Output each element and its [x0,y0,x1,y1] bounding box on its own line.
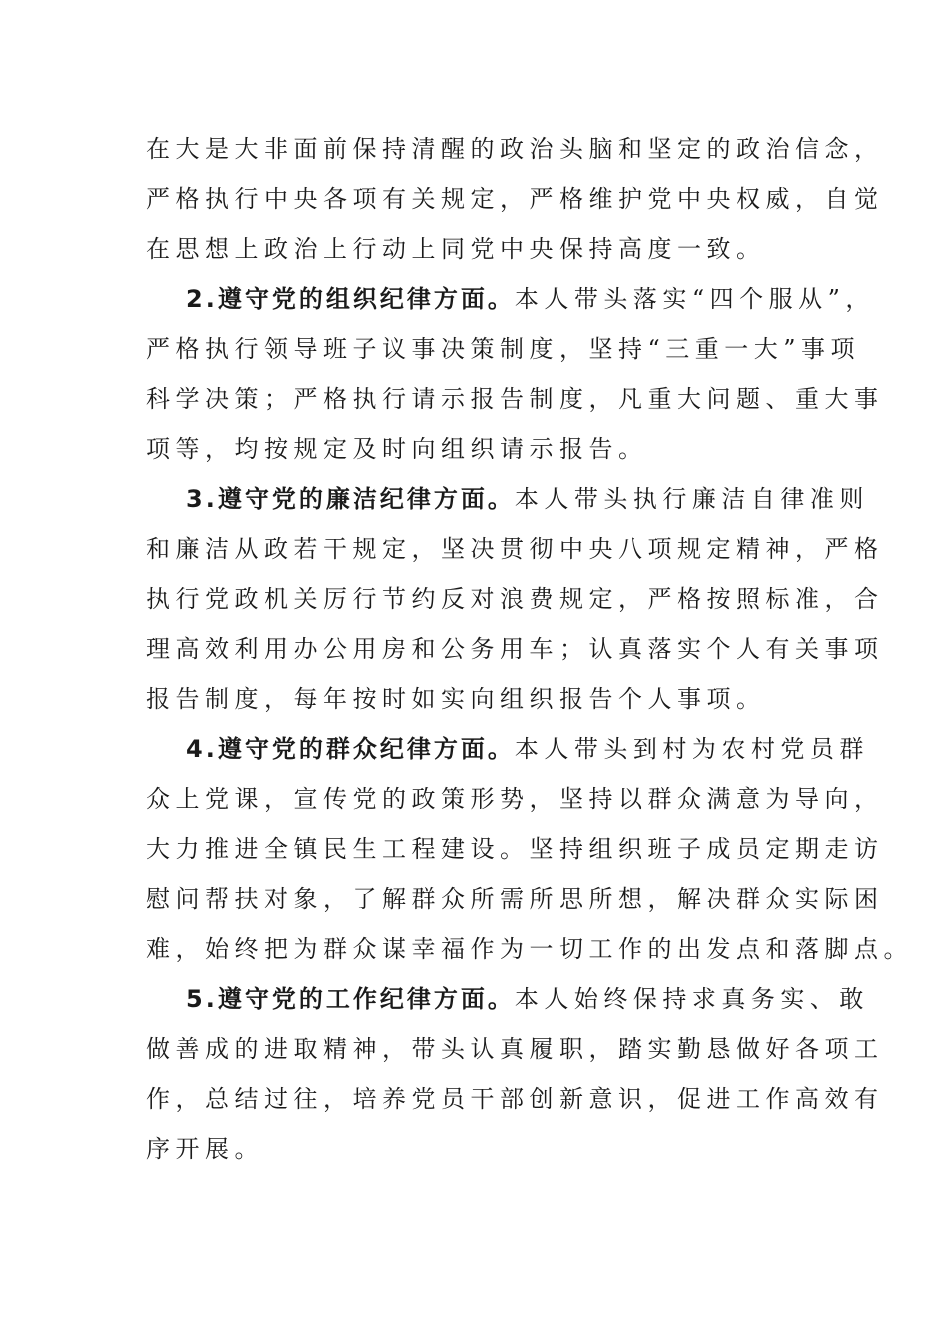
text-line: 报告制度，每年按时如实向组织报告个人事项。 [146,685,766,713]
document-body [146,124,913,1174]
paragraph-political-continuation [146,124,884,274]
text-line: 难，始终把为群众谋幸福作为一切工作的出发点和落脚点。 [146,935,913,963]
paragraph-work-discipline [146,974,884,1174]
text-line: 科学决策；严格执行请示报告制度，凡重大问题、重大事 [146,385,884,413]
paragraph-heading: 2.遵守党的组织纪律方面。 [186,285,515,313]
paragraph-first-line [146,274,875,324]
text-line: 理高效利用办公用房和公务用车；认真落实个人有关事项 [146,635,884,663]
paragraph-heading: 3.遵守党的廉洁纪律方面。 [186,485,515,513]
text-line: 严格执行中央各项有关规定，严格维护党中央权威，自觉 [146,185,884,213]
text-line: 在思想上政治上行动上同党中央保持高度一致。 [146,235,766,263]
paragraph-first-line [146,474,869,524]
text-line: 众上党课，宣传党的政策形势，坚持以群众满意为导向， [146,785,884,813]
text-line: 和廉洁从政若干规定，坚决贯彻中央八项规定精神，严格 [146,535,884,563]
text-line: 本人带头落实“四个服从”， [514,285,875,313]
text-line: 做善成的进取精神，带头认真履职，踏实勤恳做好各项工 [146,1035,884,1063]
text-line: 作，总结过往，培养党员干部创新意识，促进工作高效有 [146,1085,884,1113]
paragraph-integrity-discipline [146,474,884,724]
paragraph-first-line [146,724,869,774]
text-line: 本人带头到村为农村党员群 [514,735,869,763]
text-line: 在大是大非面前保持清醒的政治头脑和坚定的政治信念， [146,135,884,163]
paragraph-mass-discipline [146,724,913,974]
text-line: 慰问帮扶对象，了解群众所需所思所想，解决群众实际困 [146,885,884,913]
text-line: 项等，均按规定及时向组织请示报告。 [146,435,648,463]
paragraph-first-line [146,974,869,1024]
text-line: 本人始终保持求真务实、敢 [514,985,869,1013]
text-line: 大力推进全镇民生工程建设。坚持组织班子成员定期走访 [146,835,884,863]
paragraph-organizational-discipline [146,274,884,474]
text-line: 本人带头执行廉洁自律准则 [514,485,869,513]
text-line: 严格执行领导班子议事决策制度，坚持“三重一大”事项 [146,335,861,363]
paragraph-heading: 4.遵守党的群众纪律方面。 [186,735,515,763]
text-line: 执行党政机关厉行节约反对浪费规定，严格按照标准，合 [146,585,884,613]
text-line: 序开展。 [146,1135,264,1163]
paragraph-heading: 5.遵守党的工作纪律方面。 [186,985,515,1013]
